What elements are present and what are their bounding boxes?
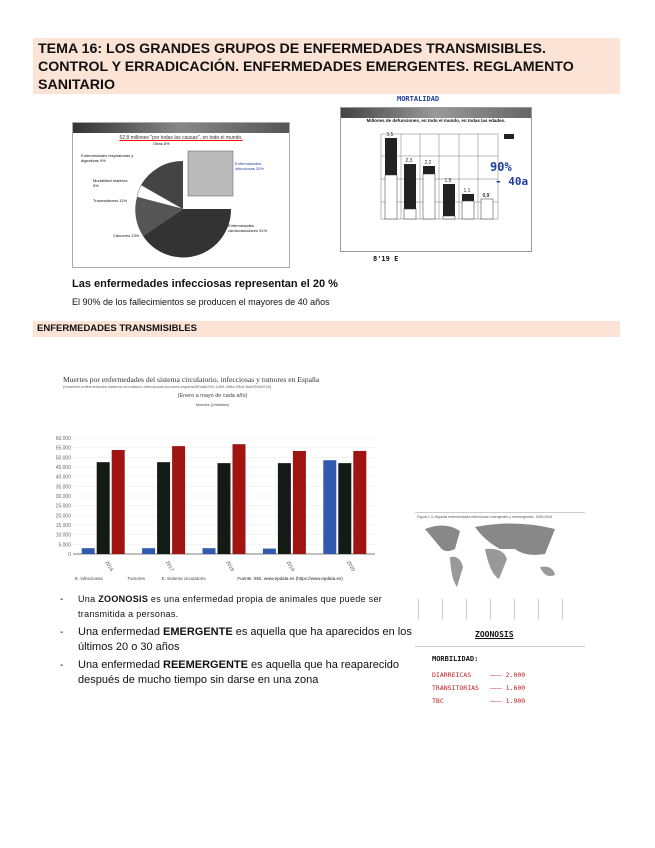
map-caption: Figura 1.4: Algunas enfermedades infecciosas emergentes y reemergentes, 1996-2004 [417,515,553,519]
chart-url: (/muertes-enfermedades-sistema-circulatorio-infecciosas-tumores-espana/3f0da0254-1489-458d-93c8-8da353dd7c0) [63,384,272,389]
y-tick-label: 10.000 [55,532,71,539]
legend-item: E. sistema circulatorio [161,576,206,581]
bar-2017-1 [157,462,170,554]
mortality-handwritten-title: MORTALIDAD [397,95,440,103]
pie-label-1: Enfermedades respiratorias y digestivas 9% [81,153,134,163]
bar-2019-0 [263,549,276,554]
bar-2016-2 [112,450,125,554]
bar-plot [45,430,380,585]
deaths-bar-chart [45,375,380,585]
mortality-value-label: 1,5 [444,178,452,184]
pie-label-3: Traumatismos 11% [93,198,128,203]
bar-2016-0 [82,548,95,554]
y-tick-label: 55.000 [55,445,71,452]
caption-infecciosas: Las enfermedades infecciosas representan el 20 % [72,278,338,290]
chart-subtitle: (Enero a mayo de cada año) [177,393,248,399]
note-row: TRANSITORIAS ——— 1.600 [432,684,526,692]
map-legend [415,599,585,619]
legend-item: Tumores [127,576,145,581]
y-tick-label: 45.000 [55,465,71,471]
figure-header-bar [73,123,289,133]
y-tick-label: 5.000 [58,542,71,549]
x-tick-label: 2016 [103,560,115,573]
y-tick-label: 35.000 [55,484,71,491]
page-title: TEMA 16: LOS GRANDES GRUPOS DE ENFERMEDADES TRANSMISIBLES. CONTROL Y ERRADICACIÓN. ENFERMEDADES EMERGENTES. REGLAMENTO SANITARIO [33,38,620,94]
chart-ylabel: Muertes (Unidades) [195,403,230,407]
note-row: TBC ——— 1.900 [432,697,526,705]
pie-chart-figure [72,122,290,268]
chart-title: Muertes por enfermedades del sistema circulatorio, infecciosas y tumores en España [63,375,320,384]
y-tick-label: 20.000 [55,513,71,520]
x-tick-label: 2019 [284,560,296,573]
mortality-value-label: 3,5 [386,132,394,138]
x-tick-label: 2017 [163,560,175,573]
handwritten-age: - 40a [495,175,529,188]
section-title: ENFERMEDADES TRANSMISIBLES [33,321,620,337]
y-tick-label: 0 [68,552,71,558]
handwritten-percent: 90% [490,160,512,174]
bar-2020-1 [338,463,351,554]
y-tick-label: 50.000 [55,455,71,462]
x-tick-label: 2020 [345,560,356,573]
world-map [415,519,575,594]
y-tick-label: 30.000 [55,494,71,500]
bar-2017-2 [172,446,185,554]
bullet-emergente: - Una enfermedad EMERGENTE es aquella que ha aparecidos en los últimos 20 o 30 años [60,625,420,655]
bar-2018-1 [218,463,231,554]
zoonosis-handwritten: ZOONOSIS [475,630,514,639]
legend-item: E. infecciosas [75,576,103,581]
mortality-value-label: 1,1 [463,188,471,194]
pie-label-2: Mortalidad materna 5% [93,178,128,188]
note-row: DIARREICAS ——— 2.000 [432,671,526,679]
pie-label-0: Otras 8% [153,141,170,146]
mortality-subtitle: Millones de defunciones, en todo el mundo, en todas las edades. [366,118,506,123]
mortality-value-label: 2,3 [405,158,413,164]
definitions-list [60,592,420,688]
bar-2019-2 [293,451,306,554]
pie-title: 52,8 millones "por todas las causas", en todo el mundo. [119,135,243,141]
bar-2018-0 [203,548,216,554]
pie-label-5: Enfermedades cardiovasculares 31% [228,223,268,233]
x-tick-label: 2018 [224,560,236,573]
bar-2017-0 [142,548,155,554]
map-figure [415,512,585,627]
bar-2016-1 [97,462,110,554]
bullet-reemergente: - Una enfermedad REEMERGENTE es aquella que ha reaparecido después de mucho tiempo sin darse en una zona [60,658,420,688]
y-tick-label: 25.000 [55,503,71,510]
morbilidad-notes [432,655,525,708]
mortality-value-label: 2,2 [424,160,432,166]
y-tick-label: 40.000 [55,474,71,481]
y-tick-label: 60.000 [55,436,71,442]
handwritten-note: 8'19 E [373,255,399,263]
bar-2019-1 [278,463,291,554]
bar-2018-2 [233,444,246,554]
bar-2020-0 [323,460,336,554]
pie-label-4: Cánceres 13% [113,233,140,238]
mortality-value-label: 0,9 [482,193,490,199]
y-tick-label: 15.000 [55,523,71,529]
morbilidad-title: MORBILIDAD: [432,655,479,663]
bullet-zoonosis: - Una ZOONOSIS es una enfermedad propia de animales que puede ser transmitida a personas. [60,592,420,622]
bar-2020-2 [353,451,366,554]
mortality-figure [335,95,615,275]
pie-label-6: Enfermedades infecciosas 20% [235,161,264,171]
chart-source: Fuente: INE, www.epdata.es (https://www.epdata.es) [237,576,343,581]
caption-mayores: El 90% de los fallecimientos se producen el mayores de 40 años [72,297,330,307]
